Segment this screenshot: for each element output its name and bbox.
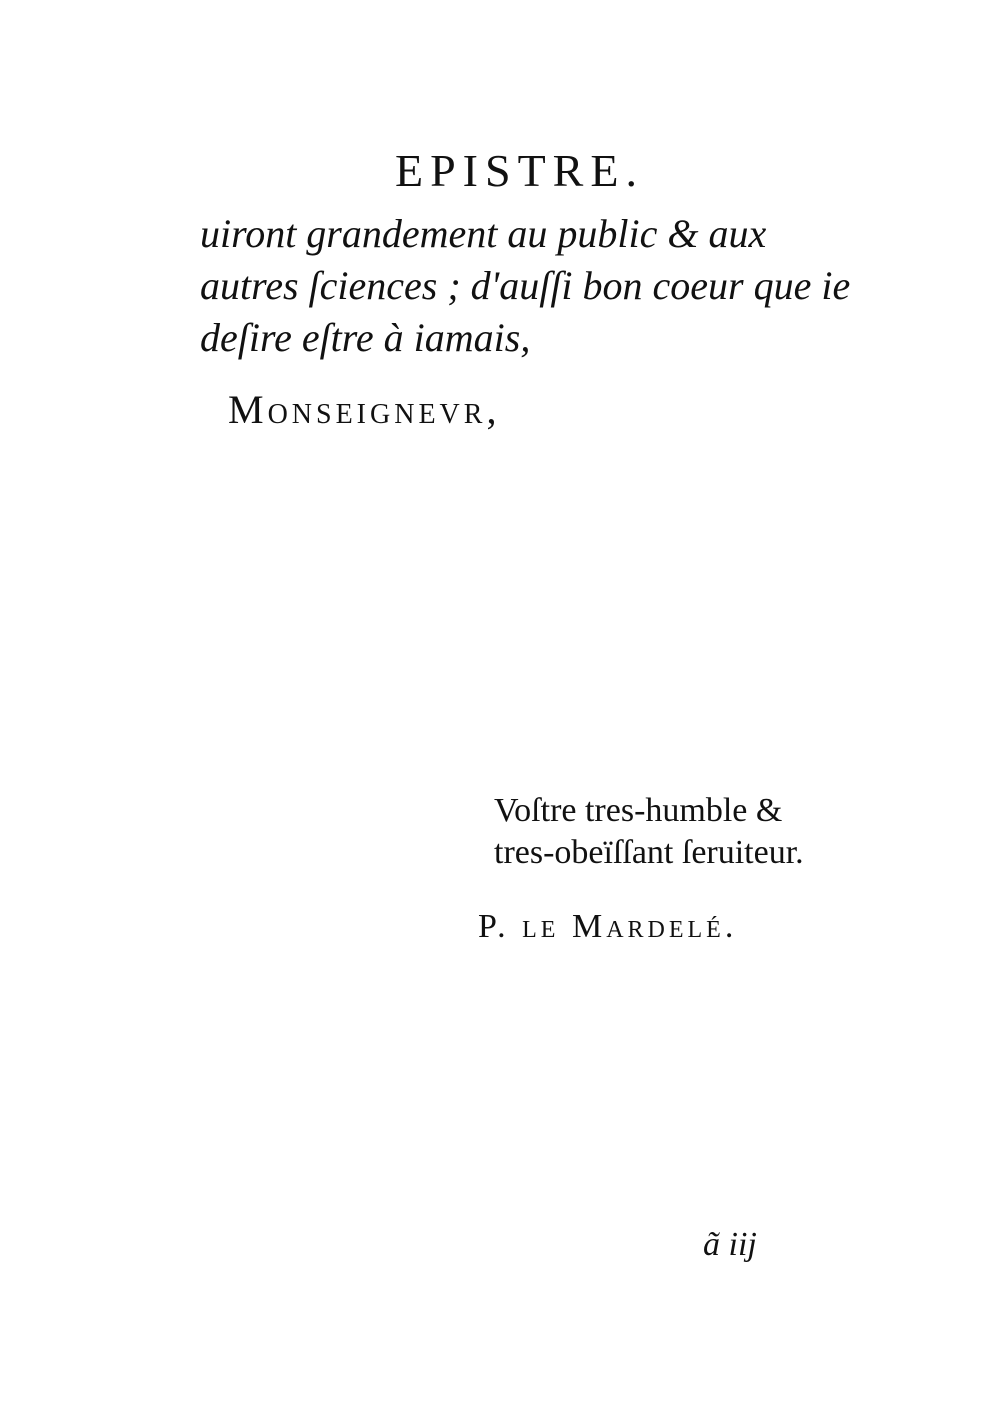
- running-head: EPISTRE.: [395, 145, 644, 196]
- body-line: deſire eſtre à iamais,: [200, 315, 531, 360]
- body-line: autres ſciences ; d'auſſi bon coeur que ie: [200, 263, 851, 308]
- body-paragraph: [200, 208, 860, 364]
- closing-line: Voſtre tres-humble &: [494, 792, 783, 829]
- salutation: Monseignevr,: [228, 387, 501, 432]
- closing-formula: [494, 790, 804, 874]
- closing-line: tres-obeïſſant ſeruiteur.: [494, 834, 804, 871]
- body-line: uiront grandement au public & aux: [200, 211, 767, 256]
- author-signature: P. le Mardelé.: [478, 908, 738, 945]
- signature-mark: ã iij: [703, 1226, 757, 1263]
